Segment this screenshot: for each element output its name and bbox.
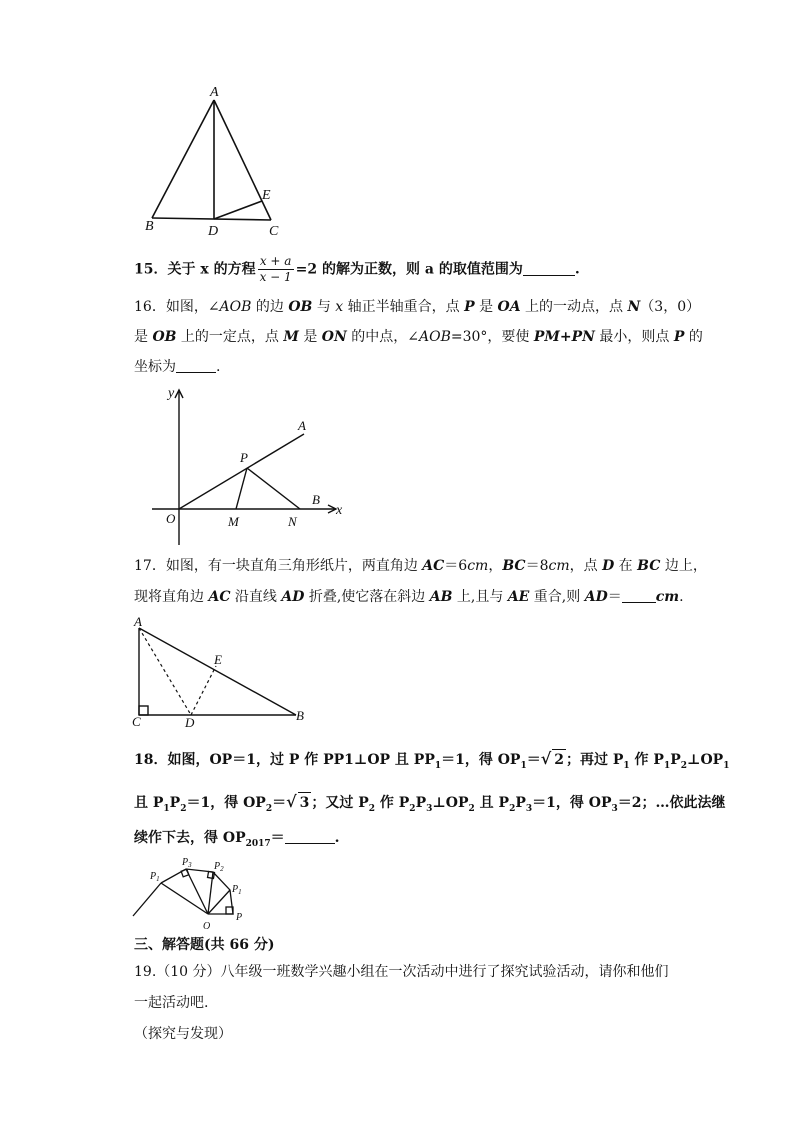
q17-text: 沿直线: [230, 589, 282, 605]
q17-text: cm: [467, 558, 489, 574]
segment-ab: [139, 628, 296, 715]
question-18-line-2: [134, 792, 726, 819]
q16-text: 的边: [251, 299, 289, 315]
q17-text: cm: [548, 558, 570, 574]
q16-text: ∠AOB: [207, 299, 252, 315]
q17-text: BC: [637, 558, 661, 574]
spiral-triangles-figure: [128, 852, 258, 932]
label-y: y: [168, 386, 175, 401]
q17-text: AC: [208, 589, 231, 605]
q18-sub: 1: [520, 760, 527, 771]
q17-text: ，点: [569, 558, 603, 574]
label-a: A: [134, 614, 142, 629]
q16-text: 与: [312, 299, 336, 315]
q18-sub: 2: [409, 803, 416, 814]
q18-text: ＝: [272, 795, 287, 811]
angle-aob-figure: [148, 380, 358, 550]
q16-text: 坐标为: [134, 359, 176, 375]
q18-text: 作 P: [375, 795, 410, 811]
question-19-subheading: （探究与发现）: [134, 1026, 232, 1042]
question-19-line-1: 19.（10 分）八年级一班数学兴趣小组在一次活动中进行了探究试验活动，请你和他们: [134, 964, 669, 980]
q16-text: OB: [288, 299, 313, 315]
q16-text: 轴正半轴重合，点: [343, 299, 465, 315]
q16-answer-blank: [176, 358, 216, 373]
right-angle-mark: [181, 869, 189, 877]
segment-ab: [152, 100, 214, 218]
segment-bc: [152, 218, 271, 220]
q18-radicand: 2: [552, 749, 566, 770]
q18-text: ＝: [270, 830, 285, 846]
q16-text: 是: [134, 329, 153, 345]
q16-text: 上的一定点，点: [176, 329, 284, 345]
q18-sub: 1: [434, 760, 442, 771]
label-o: O: [166, 511, 176, 526]
q17-text: 折叠,使它落在斜边: [304, 589, 430, 605]
label-b: B: [296, 708, 304, 723]
q17-text: ＝6: [444, 558, 468, 574]
label-p: P: [236, 912, 243, 923]
sqrt-icon: √: [540, 749, 552, 768]
q18-text: ⊥OP: [432, 795, 469, 811]
q15-fraction: [258, 254, 294, 285]
q15-answer-blank: [523, 261, 575, 276]
q18-text: ；又过 P: [311, 795, 369, 811]
question-17-line-2: [134, 587, 684, 607]
q16-text: ∠AOB: [407, 329, 451, 345]
q15-prefix: 15．关于 x 的方程: [134, 261, 256, 278]
q16-text: 上的一动点，点: [520, 299, 628, 315]
q16-text: x: [335, 299, 344, 315]
q16-text: N: [627, 299, 641, 315]
q18-sub: 2: [509, 803, 516, 814]
q15-end: .: [574, 261, 580, 278]
q16-text: =30°，要使: [450, 329, 534, 345]
q18-text: ；再过 P: [566, 752, 624, 768]
q18-text: P: [169, 795, 181, 811]
q18-sub: 1: [663, 760, 671, 771]
q18-radicand: 3: [298, 792, 312, 813]
segment-pn: [247, 468, 300, 509]
q18-sub: 2: [180, 803, 187, 814]
q17-text: ＝8: [525, 558, 549, 574]
q17-text: ＝: [607, 589, 622, 605]
q18-text: 作 P: [629, 752, 664, 768]
fold-line-ad: [139, 628, 191, 715]
q17-text: AB: [429, 589, 453, 605]
q18-answer-blank: [285, 829, 335, 844]
q17-text: 现将直角边: [134, 589, 209, 605]
segment-o-p1: [208, 890, 230, 914]
label-b: B: [312, 492, 320, 507]
label-p1: $P_1$: [232, 884, 242, 896]
q18-sub: 3: [426, 803, 433, 814]
triangle-abc-figure: [140, 80, 290, 240]
label-e: E: [262, 188, 271, 203]
label-e: E: [214, 652, 222, 667]
q17-text: 17．如图，有一块直角三角形纸片，两直角边: [134, 558, 423, 574]
q18-text: .: [334, 830, 340, 846]
q18-sub: 2: [680, 760, 688, 771]
q18-text: ＝2；…依此法继: [617, 795, 726, 811]
sqrt-icon: √: [286, 792, 297, 811]
question-18-line-1: [134, 749, 730, 776]
q16-text: 的: [684, 329, 703, 345]
q18-text: 续作下去，得 OP: [134, 830, 246, 846]
q18-sub: 2017: [245, 838, 271, 849]
label-n: N: [288, 514, 297, 529]
q18-text: P: [515, 795, 526, 811]
q15-numerator: x + a: [258, 254, 294, 270]
question-16-line-3: [134, 357, 664, 377]
q15-denominator: x − 1: [259, 270, 292, 284]
label-p: P: [240, 450, 248, 465]
q17-text: BC: [502, 558, 526, 574]
q18-text: ＝1，得 OP: [186, 795, 266, 811]
q18-sub: 2: [368, 803, 376, 814]
q16-text: 的中点，: [346, 329, 408, 345]
q18-sub: 1: [723, 760, 730, 771]
q16-text: 是: [298, 329, 322, 345]
q18-text: ⊥OP: [687, 752, 724, 768]
q16-text: P: [673, 329, 685, 345]
q18-text: 且 P: [134, 795, 164, 811]
q18-text: P: [415, 795, 427, 811]
q18-text: 且 P: [474, 795, 510, 811]
q18-text: 18．如图，OP＝1，过 P 作 PP1⊥OP 且 PP: [134, 752, 435, 768]
q17-answer-blank: [622, 588, 656, 603]
label-m: M: [228, 514, 239, 529]
q16-text: 是: [474, 299, 498, 315]
question-15: [134, 254, 664, 285]
q16-text: OA: [497, 299, 521, 315]
q17-text: AD: [281, 589, 305, 605]
label-a: A: [210, 85, 219, 100]
question-17-line-1: [134, 556, 707, 576]
q18-text: ＝: [526, 752, 541, 768]
q18-sub: 3: [525, 803, 533, 814]
question-18-line-3: [134, 828, 664, 854]
q18-text: P: [670, 752, 681, 768]
q17-text: AD: [584, 589, 608, 605]
label-p3: $P_3$: [182, 857, 192, 869]
label-x: x: [336, 503, 343, 518]
label-p: $P_1$: [150, 871, 160, 883]
q17-text: 在: [614, 558, 638, 574]
segment-de: [191, 666, 216, 715]
spiral-tail: [133, 883, 161, 916]
q16-text: ON: [321, 329, 347, 345]
q16-text: PM+PN: [533, 329, 595, 345]
q16-text: P: [464, 299, 475, 315]
q18-sub: 2: [265, 803, 273, 814]
question-16-line-2: [134, 327, 703, 347]
q17-text: 重合,则: [529, 589, 585, 605]
label-c: C: [132, 714, 141, 729]
q16-text: （3，0）: [640, 299, 701, 315]
label-d: D: [208, 224, 219, 239]
section-heading: 三、解答题(共 66 分): [134, 937, 275, 953]
right-angle-mark: [208, 872, 215, 879]
q17-text: AC: [422, 558, 445, 574]
label-o: O: [203, 921, 211, 932]
q16-text: 最小，则点: [594, 329, 674, 345]
q16-text: 16．如图，: [134, 299, 208, 315]
q18-sub: 2: [468, 803, 475, 814]
label-b: B: [145, 219, 154, 234]
segment-de: [214, 201, 262, 219]
q17-text: ，: [488, 558, 503, 574]
question-16-line-1: [134, 297, 701, 317]
question-19-line-2: 一起活动吧.: [134, 995, 209, 1011]
q18-text: ＝1，得 OP: [532, 795, 612, 811]
label-c: C: [269, 224, 279, 239]
q17-text: 上,且与: [452, 589, 508, 605]
q18-sub: 3: [611, 803, 618, 814]
right-triangle-fold-figure: [128, 612, 328, 730]
q17-text: AE: [507, 589, 530, 605]
q17-text: 边上，: [660, 558, 707, 574]
q17-text: .: [679, 589, 684, 605]
q16-text: M: [283, 329, 299, 345]
q16-text: .: [216, 359, 221, 375]
q15-suffix: =2 的解为正数，则 a 的取值范围为: [295, 261, 523, 278]
q16-text: OB: [152, 329, 177, 345]
label-a: A: [298, 418, 306, 433]
label-p2: $P_2$: [214, 861, 224, 873]
q17-text: D: [602, 558, 615, 574]
label-d: D: [185, 715, 195, 730]
q18-sub: 1: [623, 760, 630, 771]
q18-sub: 1: [163, 803, 170, 814]
q18-text: ＝1，得 OP: [441, 752, 521, 768]
q17-text: cm: [655, 589, 680, 605]
